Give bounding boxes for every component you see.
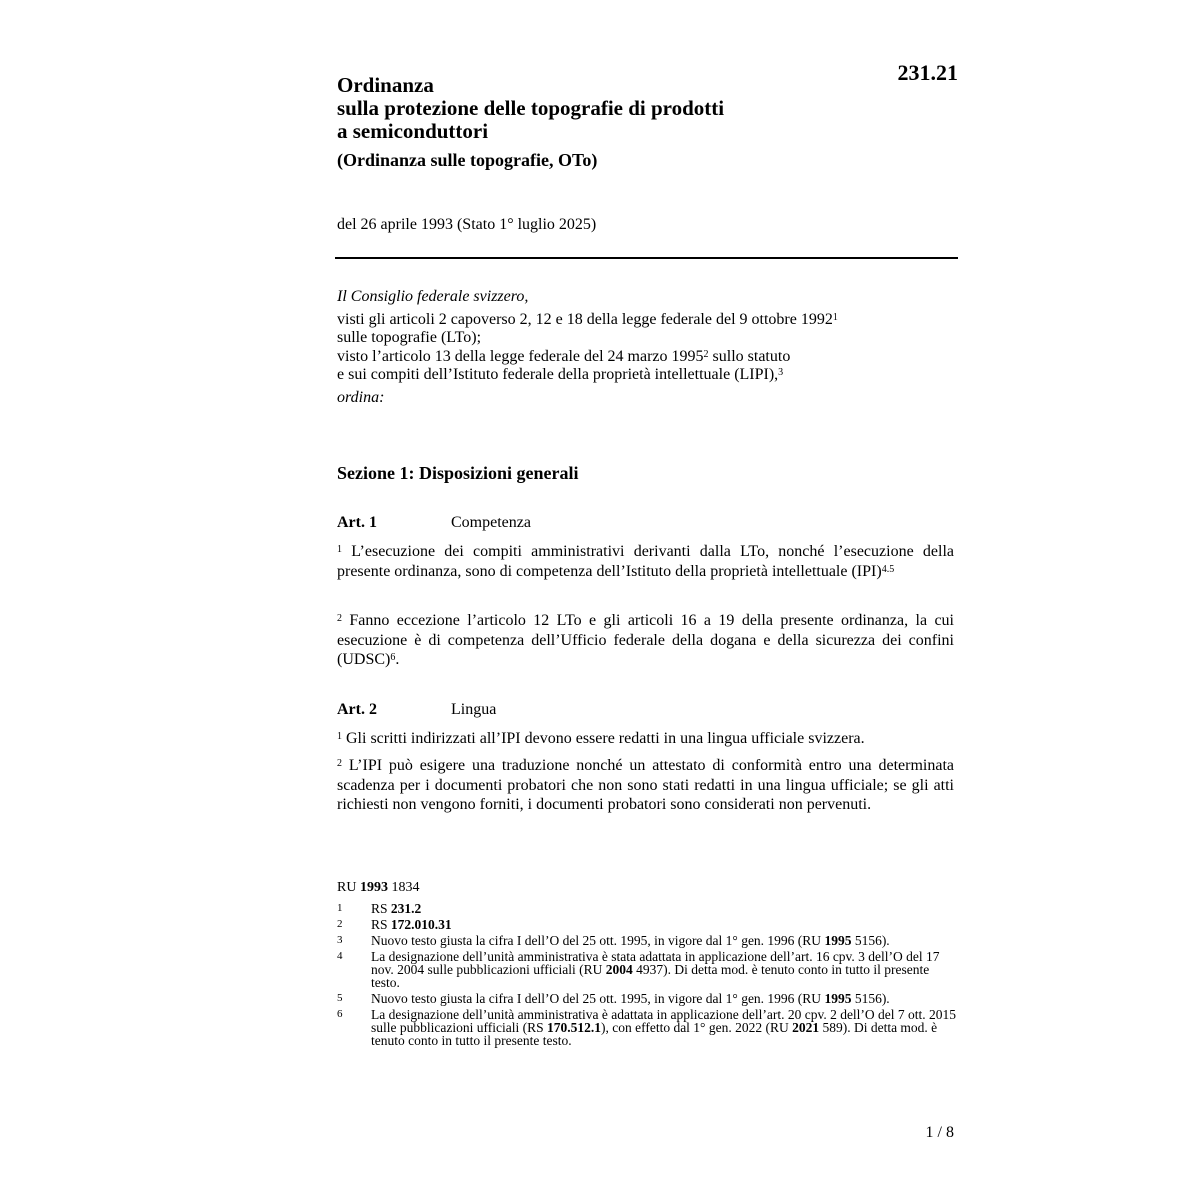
footnote-1 xyxy=(337,902,957,915)
document-subtitle: (Ordinanza sulle topografie, OTo) xyxy=(337,150,598,170)
footnote-2 xyxy=(337,918,957,931)
paragraph-number: 2 xyxy=(337,758,342,769)
document-title xyxy=(337,74,857,171)
footnote-3 xyxy=(337,934,957,947)
footnote-ref-4-5[interactable]: 4.5 xyxy=(881,563,895,575)
footnote-text: La designazione dell’unità amministrativa è adattata in applicazione dell’art. 20 cpv. 2 dell’O del 7 ott. 2015 sulle pubblicazioni ufficiali (RS 170.512.1), con effetto dal 1° gen. 2022 (RU 2021 589). Di detta mod. è tenuto conto in tutto il presente testo. xyxy=(371,1007,957,1048)
article-1-paragraph-2 xyxy=(337,611,954,670)
preamble-visti-1 xyxy=(337,311,957,348)
official-collection-ref xyxy=(337,880,419,896)
footnote-number: 5 xyxy=(337,992,343,1004)
footnote-number: 4 xyxy=(337,950,343,962)
paragraph-text: L’esecuzione dei compiti amministrativi derivanti dalla LTo, nonché l’esecuzione della presente ordinanza, sono di competenza dell’Istituto della proprietà intellettuale (IPI) xyxy=(337,543,954,580)
title-line-2: sulla protezione delle topografie di prodotti xyxy=(337,96,725,120)
article-1-number: Art. 1 xyxy=(337,514,377,531)
section-1-title: Sezione 1: Disposizioni generali xyxy=(337,463,579,483)
footnote-6 xyxy=(337,1008,957,1047)
paragraph-text: Gli scritti indirizzati all’IPI devono essere redatti in una lingua ufficiale svizzera. xyxy=(342,730,865,747)
paragraph-number: 1 xyxy=(337,731,342,742)
footnote-number: 3 xyxy=(337,934,343,946)
preamble-visti-1-text: visti gli articoli 2 capoverso 2, 12 e 18 della legge federale del 9 ottobre 1992 xyxy=(337,310,833,328)
preamble-visti-2 xyxy=(337,348,957,385)
paragraph-text: L’IPI può esigere una traduzione nonché un attestato di conformità entro una determinata scadenza per i documenti probatori che non sono stati redatti in una lingua ufficiale; se gli atti richiesti non vengono forniti, i documenti probatori sono considerati non pervenuti. xyxy=(337,757,954,813)
paragraph-number: 2 xyxy=(337,613,342,624)
preamble-visti-1-cont: sulle topografie (LTo); xyxy=(337,329,482,346)
footnote-number: 2 xyxy=(337,918,343,930)
footnote-ref-3[interactable]: 3 xyxy=(778,367,784,378)
article-2-title: Lingua xyxy=(451,701,497,718)
article-1-title: Competenza xyxy=(451,514,531,531)
footnote-text: La designazione dell’unità amministrativa è stata adattata in applicazione dell’art. 16 cpv. 3 dell’O del 17 nov. 2004 sulle pubblicazioni ufficiali (RU 2004 4937). Di detta mod. è tenuto conto in tutto il presente testo. xyxy=(371,949,940,990)
footnote-text: RS 172.010.31 xyxy=(371,917,452,932)
ru-page: 1834 xyxy=(387,880,420,895)
ru-year: 1993 xyxy=(359,880,388,895)
title-line-1: Ordinanza xyxy=(337,73,434,97)
footnote-ref-1[interactable]: 1 xyxy=(832,311,838,323)
footnote-4 xyxy=(337,950,957,989)
ru-prefix: RU xyxy=(337,880,360,895)
footnote-number: 6 xyxy=(337,1008,343,1020)
page-number: 1 / 8 xyxy=(925,1124,954,1141)
footnote-ref-6[interactable]: 6 xyxy=(390,652,396,663)
article-2-heading xyxy=(337,701,496,719)
article-2-number: Art. 2 xyxy=(337,701,377,718)
preamble xyxy=(337,288,957,407)
footnote-text: RS 231.2 xyxy=(371,901,422,916)
footnotes xyxy=(337,902,957,1050)
document-date: del 26 aprile 1993 (Stato 1° luglio 2025) xyxy=(337,216,597,233)
footnote-text: Nuovo testo giusta la cifra I dell’O del 25 ott. 1995, in vigore dal 1° gen. 1996 (RU 1995 5156). xyxy=(371,933,890,948)
title-line-3: a semiconduttori xyxy=(337,119,489,143)
article-1-heading xyxy=(337,514,531,532)
paragraph-end: . xyxy=(395,651,400,668)
footnote-ref-2[interactable]: 2 xyxy=(703,348,709,360)
preamble-visti-2-text: visto l’articolo 13 della legge federale del 24 marzo 1995 xyxy=(337,347,704,365)
header-divider xyxy=(335,257,958,259)
footnote-number: 1 xyxy=(337,902,343,914)
paragraph-text: Fanno eccezione l’articolo 12 LTo e gli articoli 16 a 19 della presente ordinanza, la cui esecuzione è di competenza dell’Ufficio federale della dogana e della sicurezza dei confini (UDSC) xyxy=(337,612,954,668)
preamble-ordina: ordina: xyxy=(337,388,385,406)
preamble-visti-2-cont: e sui compiti dell’Istituto federale della proprietà intellettuale (LIPI), xyxy=(337,366,779,383)
sr-number: 231.21 xyxy=(897,60,958,85)
article-1-paragraph-1 xyxy=(337,542,954,581)
article-2-paragraph-2 xyxy=(337,756,954,815)
paragraph-number: 1 xyxy=(337,544,342,555)
footnote-text: Nuovo testo giusta la cifra I dell’O del 25 ott. 1995, in vigore dal 1° gen. 1996 (RU 1995 5156). xyxy=(371,991,890,1006)
preamble-authority: Il Consiglio federale svizzero, xyxy=(337,288,529,305)
article-2-paragraph-1 xyxy=(337,729,954,749)
preamble-visti-2-tail: sullo statuto xyxy=(708,347,791,365)
footnote-5 xyxy=(337,992,957,1005)
